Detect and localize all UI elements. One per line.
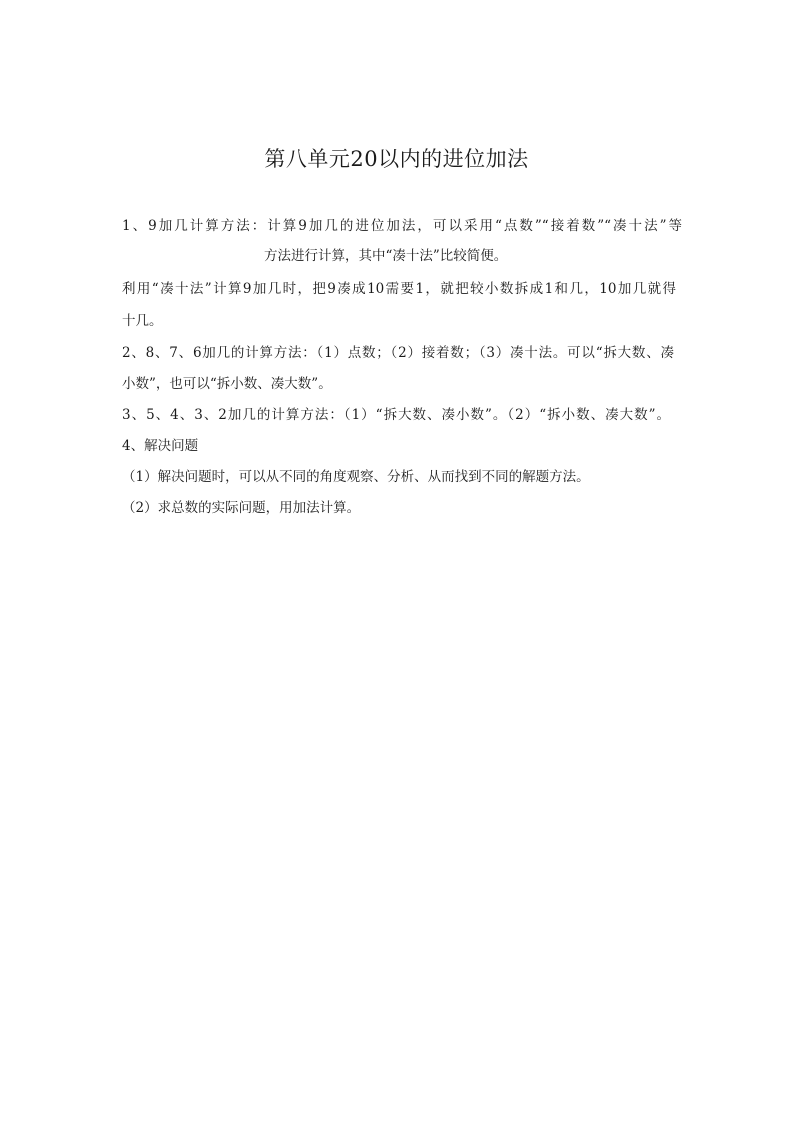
text-line: 2、8、7、6加几的计算方法：（1）点数；（2）接着数；（3）凑十法。可以“拆大数、凑 (122, 345, 674, 361)
text-line: （1）解决问题时，可以从不同的角度观察、分析、从而找到不同的解题方法。 (122, 469, 590, 485)
text-line: 方法进行计算，其中“凑十法”比较简便。 (264, 248, 508, 264)
text-line: 十几。 (122, 313, 163, 329)
text-line: 小数”，也可以“拆小数、凑大数”。 (122, 376, 332, 392)
text-line: 利用“凑十法”计算9加几时，把9凑成10需要1，就把较小数拆成1和几，10加几就得 (122, 281, 676, 297)
document-title: 第八单元20以内的进位加法 (264, 147, 529, 171)
text-line: 1、9加几计算方法：计算9加几的进位加法，可以采用“点数”“接着数”“凑十法”等 (122, 218, 682, 234)
text-line: 3、5、4、3、2加几的计算方法：（1）“拆大数、凑小数”。（2）“拆小数、凑大数”。 (122, 407, 670, 423)
text-line: （2）求总数的实际问题，用加法计算。 (122, 500, 361, 516)
section-heading: 4、解决问题 (122, 438, 199, 454)
